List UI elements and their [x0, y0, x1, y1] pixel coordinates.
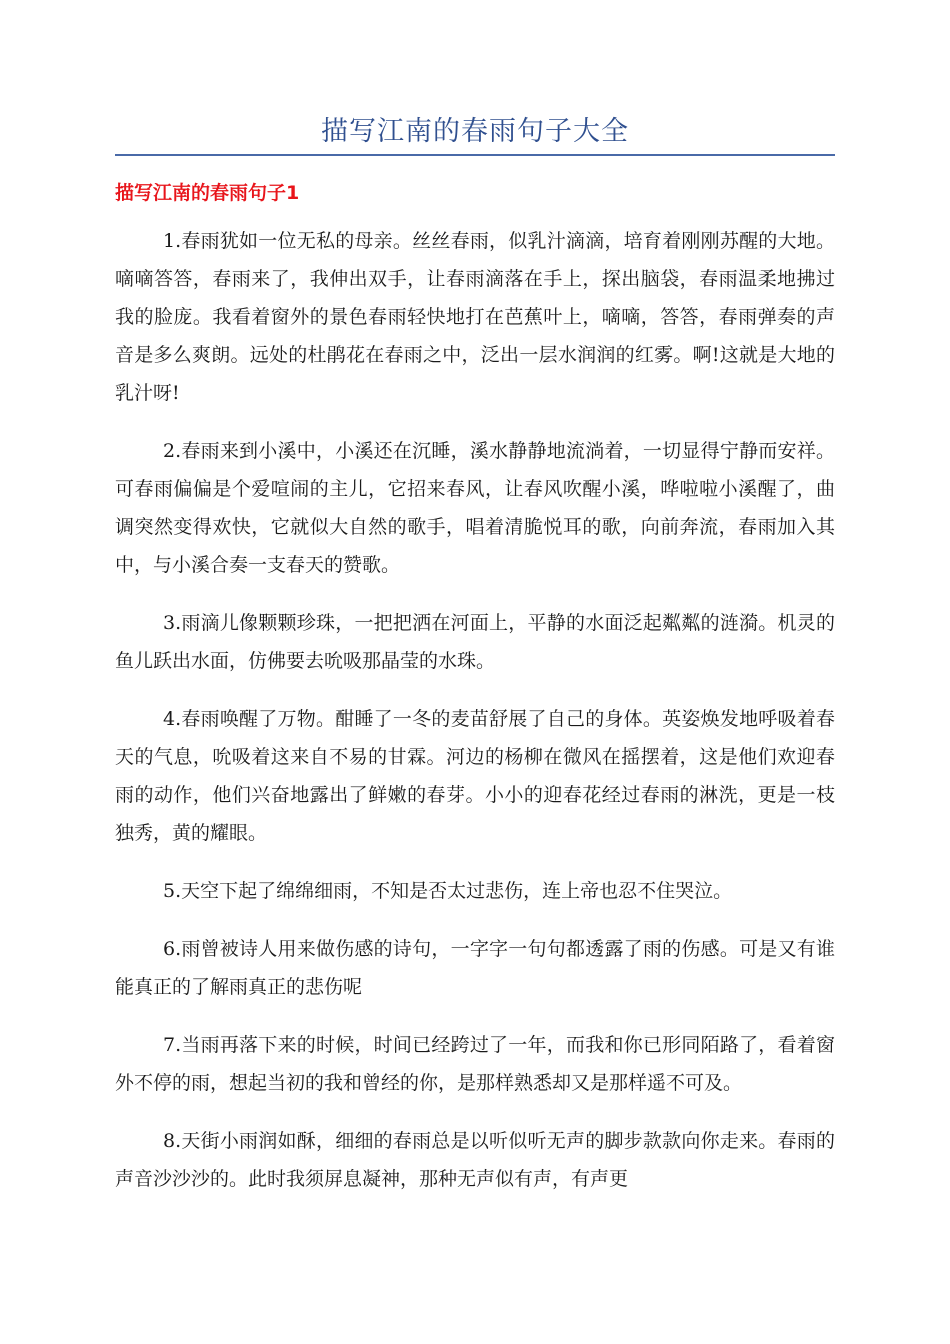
paragraph-5: 5.天空下起了绵绵细雨，不知是否太过悲伤，连上帝也忍不住哭泣。: [163, 880, 733, 902]
paragraph-8: 8.天街小雨润如酥，细细的春雨总是以听似听无声的脚步款款向你走来。春雨的声音沙沙沙的。此时我须屏息凝神，那种无声似有声，有声更: [115, 1130, 835, 1190]
title-underline: [115, 154, 835, 156]
paragraph-1: 1.春雨犹如一位无私的母亲。丝丝春雨，似乳汁滴滴，培育着刚刚苏醒的大地。嘀嘀答答，春雨来了，我伸出双手，让春雨滴落在手上，探出脑袋，春雨温柔地拂过我的脸庞。我看着窗外的景色春雨轻快地打在芭蕉叶上，嘀嘀，答答，春雨弹奏的声音是多么爽朗。远处的杜鹃花在春雨之中，泛出一层水润润的红雾。啊!这就是大地的乳汁呀!: [115, 230, 835, 404]
document-title: 描写江南的春雨句子大全: [321, 116, 629, 147]
paragraph-6: 6.雨曾被诗人用来做伤感的诗句，一字字一句句都透露了雨的伤感。可是又有谁能真正的了解雨真正的悲伤呢: [115, 938, 835, 998]
paragraph-7: 7.当雨再落下来的时候，时间已经跨过了一年，而我和你已形同陌路了，看着窗外不停的雨，想起当初的我和曾经的你，是那样熟悉却又是那样遥不可及。: [115, 1034, 835, 1094]
document-body: [115, 222, 835, 1218]
paragraph-2: 2.春雨来到小溪中，小溪还在沉睡，溪水静静地流淌着，一切显得宁静而安祥。可春雨偏偏是个爱喧闹的主儿，它招来春风，让春风吹醒小溪，哗啦啦小溪醒了，曲调突然变得欢快，它就似大自然的歌手，唱着清脆悦耳的歌，向前奔流，春雨加入其中，与小溪合奏一支春天的赞歌。: [115, 440, 835, 576]
section-heading: 描写江南的春雨句子1: [115, 182, 300, 204]
paragraph-4: 4.春雨唤醒了万物。酣睡了一冬的麦苗舒展了自己的身体。英姿焕发地呼吸着春天的气息，吮吸着这来自不易的甘霖。河边的杨柳在微风在摇摆着，这是他们欢迎春雨的动作，他们兴奋地露出了鲜嫩的春芽。小小的迎春花经过春雨的淋洗，更是一枝独秀，黄的耀眼。: [115, 708, 835, 844]
paragraph-3: 3.雨滴儿像颗颗珍珠，一把把洒在河面上，平静的水面泛起粼粼的涟漪。机灵的鱼儿跃出水面，仿佛要去吮吸那晶莹的水珠。: [115, 612, 835, 672]
